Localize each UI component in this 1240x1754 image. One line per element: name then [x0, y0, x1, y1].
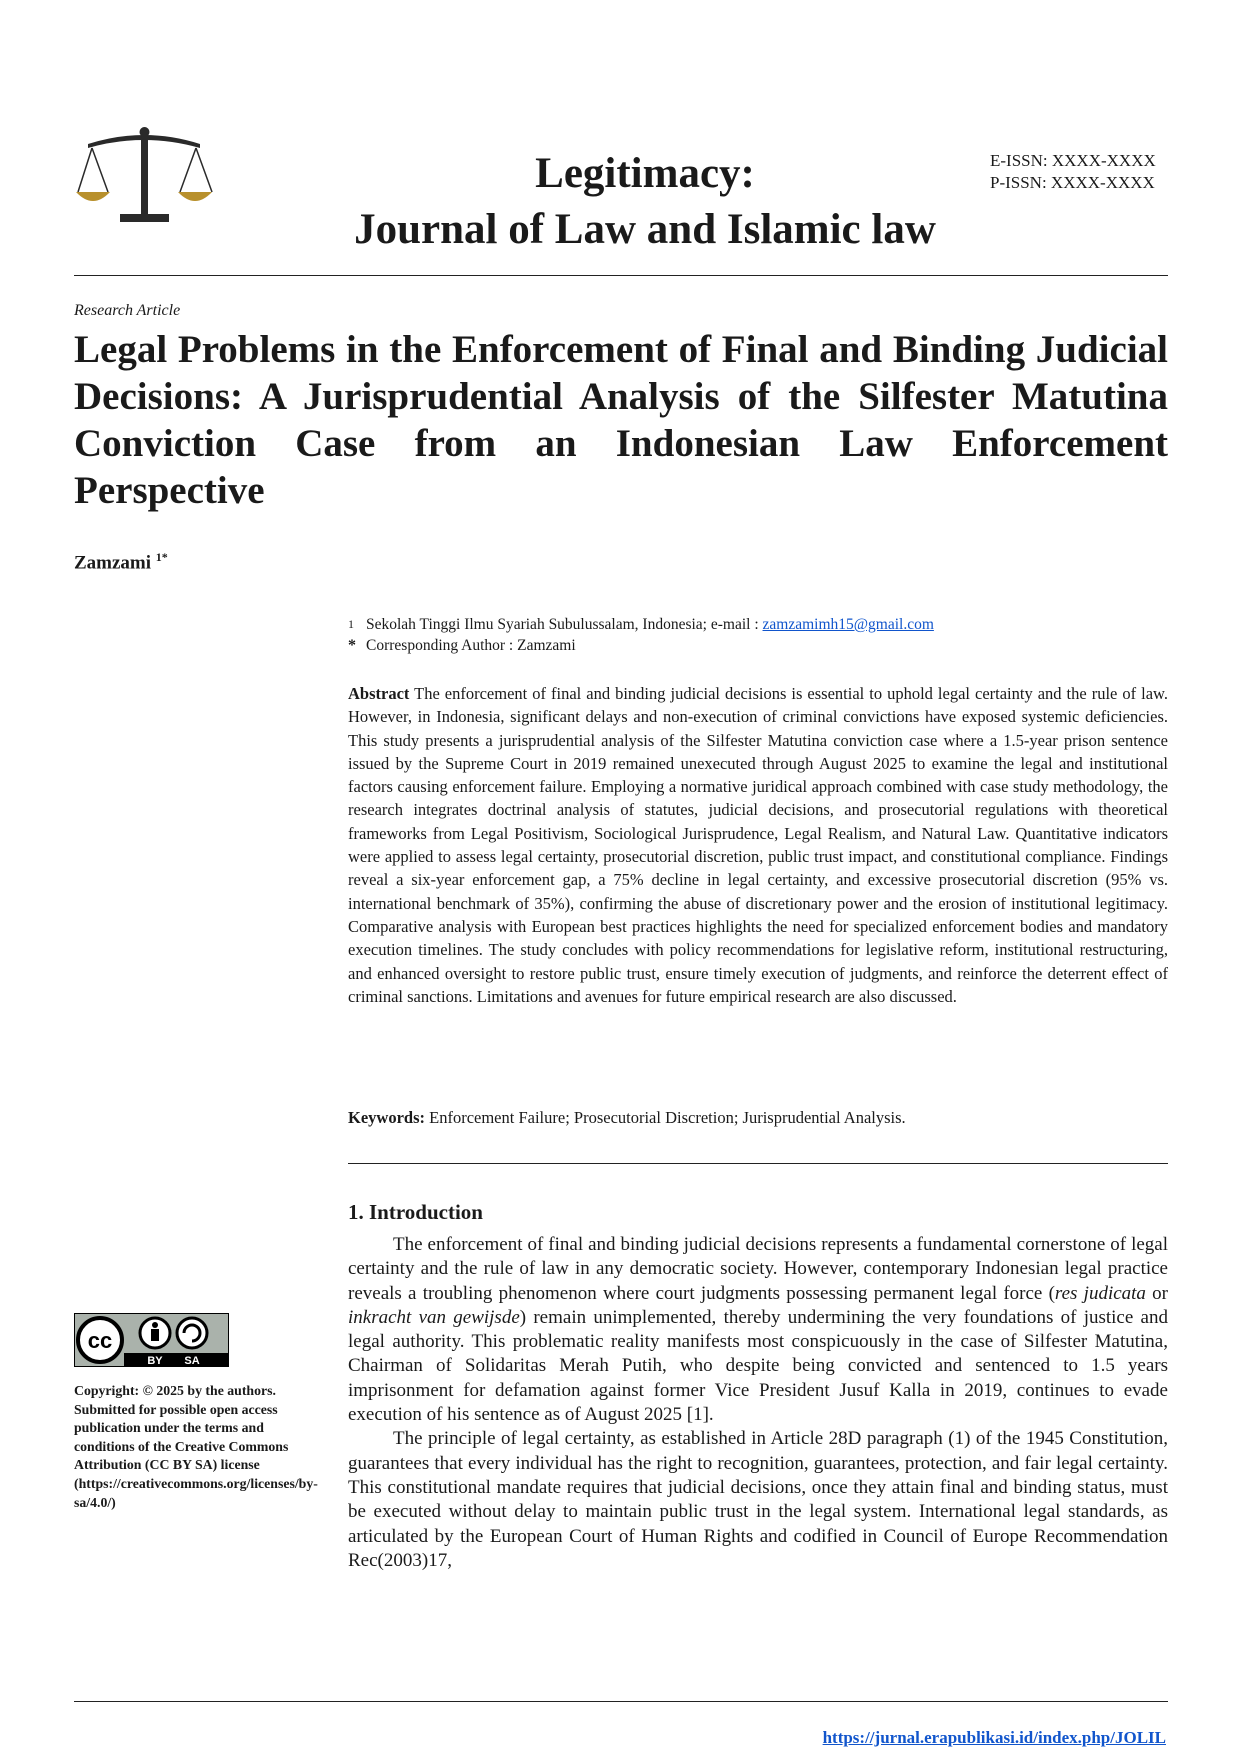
by-text: BY	[147, 1355, 163, 1367]
author-name: Zamzami	[74, 552, 152, 574]
corresponding-author: Corresponding Author : Zamzami	[366, 637, 576, 654]
author-email-link[interactable]: zamzamimh15@gmail.com	[762, 616, 934, 633]
article-title: Legal Problems in the Enforcement of Final and Binding Judicial Decisions: A Jurisprudential Analysis of the Silfester Matutina Conviction Case from an Indonesian Law Enforcement Perspective	[74, 328, 1168, 512]
section-heading: 1. Introduction	[348, 1200, 483, 1224]
corresponding-mark: *	[348, 637, 356, 654]
affiliation-text: Sekolah Tinggi Ilmu Syariah Subulussalam, Indonesia; e-mail :	[366, 616, 763, 633]
intro-paragraph-1	[348, 1233, 1168, 1427]
abstract-text: The enforcement of final and binding judicial decisions is essential to uphold legal certainty and the rule of law. However, in Indonesia, significant delays and non-execution of criminal convictions have exposed systemic deficiencies. This study presents a jurisprudential analysis of the Silfester Matutina conviction case where a 1.5-year prison sentence issued by the Supreme Court in 2019 remained unexecuted through August 2025 to examine the legal and institutional factors causing enforcement failure. Employing a normative juridical approach combined with case study methodology, the research integrates doctrinal analysis of statutes, judicial decisions, and prosecutorial regulations with theoretical frameworks from Legal Positivism, Sociological Jurisprudence, Legal Realism, and Natural Law. Quantitative indicators were applied to assess legal certainty, prosecutorial discretion, public trust impact, and constitutional compliance. Findings reveal a six-year enforcement gap, a 75% decline in legal certainty, and excessive prosecutorial discretion (95% vs. international benchmark of 35%), confirming the abuse of discretionary power and the erosion of institutional legitimacy. Comparative analysis with European best practices highlights the need for specialized enforcement bodies and mandatory execution timelines. The study concludes with policy recommendations for legislative reform, institutional restructuring, and enhanced oversight to restore public trust, ensure timely execution of judgments, and reinforce the deterrent effect of criminal sanctions. Limitations and avenues for future empirical research are also discussed.	[348, 684, 1169, 1006]
issn-block	[990, 150, 1156, 194]
corresponding-line	[348, 635, 934, 656]
keywords	[348, 1108, 1168, 1128]
journal-url-link[interactable]: https://jurnal.erapublikasi.id/index.php/JOLIL	[822, 1728, 1166, 1747]
author-mark: 1*	[155, 550, 168, 564]
article-type: Research Article	[74, 302, 181, 319]
abstract	[348, 682, 1168, 1008]
intro-term-inkracht: inkracht van gewijsde	[348, 1306, 520, 1328]
sa-text: SA	[184, 1355, 200, 1367]
author	[74, 550, 168, 574]
affiliation-number: 1	[348, 617, 354, 631]
keywords-label: Keywords:	[348, 1108, 425, 1127]
journal-title-line1: Legitimacy:	[535, 150, 755, 197]
intro-term-res-judicata: res judicata	[1054, 1282, 1146, 1304]
cc-text: cc	[87, 1328, 113, 1353]
affiliation-line	[348, 614, 934, 635]
introduction-body	[348, 1233, 1168, 1573]
scales-of-justice-logo-icon	[74, 96, 214, 236]
footer-divider	[74, 1701, 1168, 1702]
header-divider	[74, 275, 1168, 276]
copyright-notice: Copyright: © 2025 by the authors. Submitted for possible open access publication under the terms and conditions of the Creative Commons Attribution (CC BY SA) license (https://creativecommons.org/licenses/by-sa/4.0/)	[74, 1383, 318, 1510]
keywords-text: Enforcement Failure; Prosecutorial Discretion; Jurisprudential Analysis.	[429, 1108, 906, 1127]
pissn: P-ISSN: XXXX-XXXX	[990, 173, 1155, 192]
intro-p1-text-b: ) remain unimplemented, thereby undermining the very foundations of justice and legal authority. This problematic reality manifests most conspicuously in the case of Silfester Matutina, Chairman of Solidaritas Merah Putih, who despite being convicted and sentenced to 1.5 years imprisonment for defamation against former Vice President Jusuf Kalla in 2019, continues to evade execution of his sentence as of August 2025 [1].	[348, 1306, 1168, 1426]
intro-p1-or: or	[1145, 1282, 1168, 1304]
journal-title-line2: Journal of Law and Islamic law	[354, 206, 936, 253]
abstract-label: Abstract	[348, 684, 410, 703]
affiliation-block	[348, 614, 934, 656]
intro-p1-text-a: The enforcement of final and binding judicial decisions represents a fundamental cornerstone of legal certainty and the rule of law in any democratic society. However, contemporary Indonesian legal practice reveals a troubling phenomenon where court judgments possessing permanent legal force (	[348, 1234, 1168, 1304]
cc-by-sa-icon[interactable]	[74, 1313, 229, 1367]
abstract-divider	[348, 1163, 1168, 1164]
journal-name	[290, 146, 1000, 258]
intro-paragraph-2: The principle of legal certainty, as established in Article 28D paragraph (1) of the 1945 Constitution, guarantees that every individual has the right to recognition, guarantees, protection, and fair legal certainty. This constitutional mandate requires that judicial decisions, once they attain final and binding status, must be executed without delay to maintain public trust in the legal system. International legal standards, as articulated by the European Court of Human Rights and codified in Council of Europe Recommendation Rec(2003)17,	[348, 1428, 1168, 1571]
eissn: E-ISSN: XXXX-XXXX	[990, 151, 1156, 170]
